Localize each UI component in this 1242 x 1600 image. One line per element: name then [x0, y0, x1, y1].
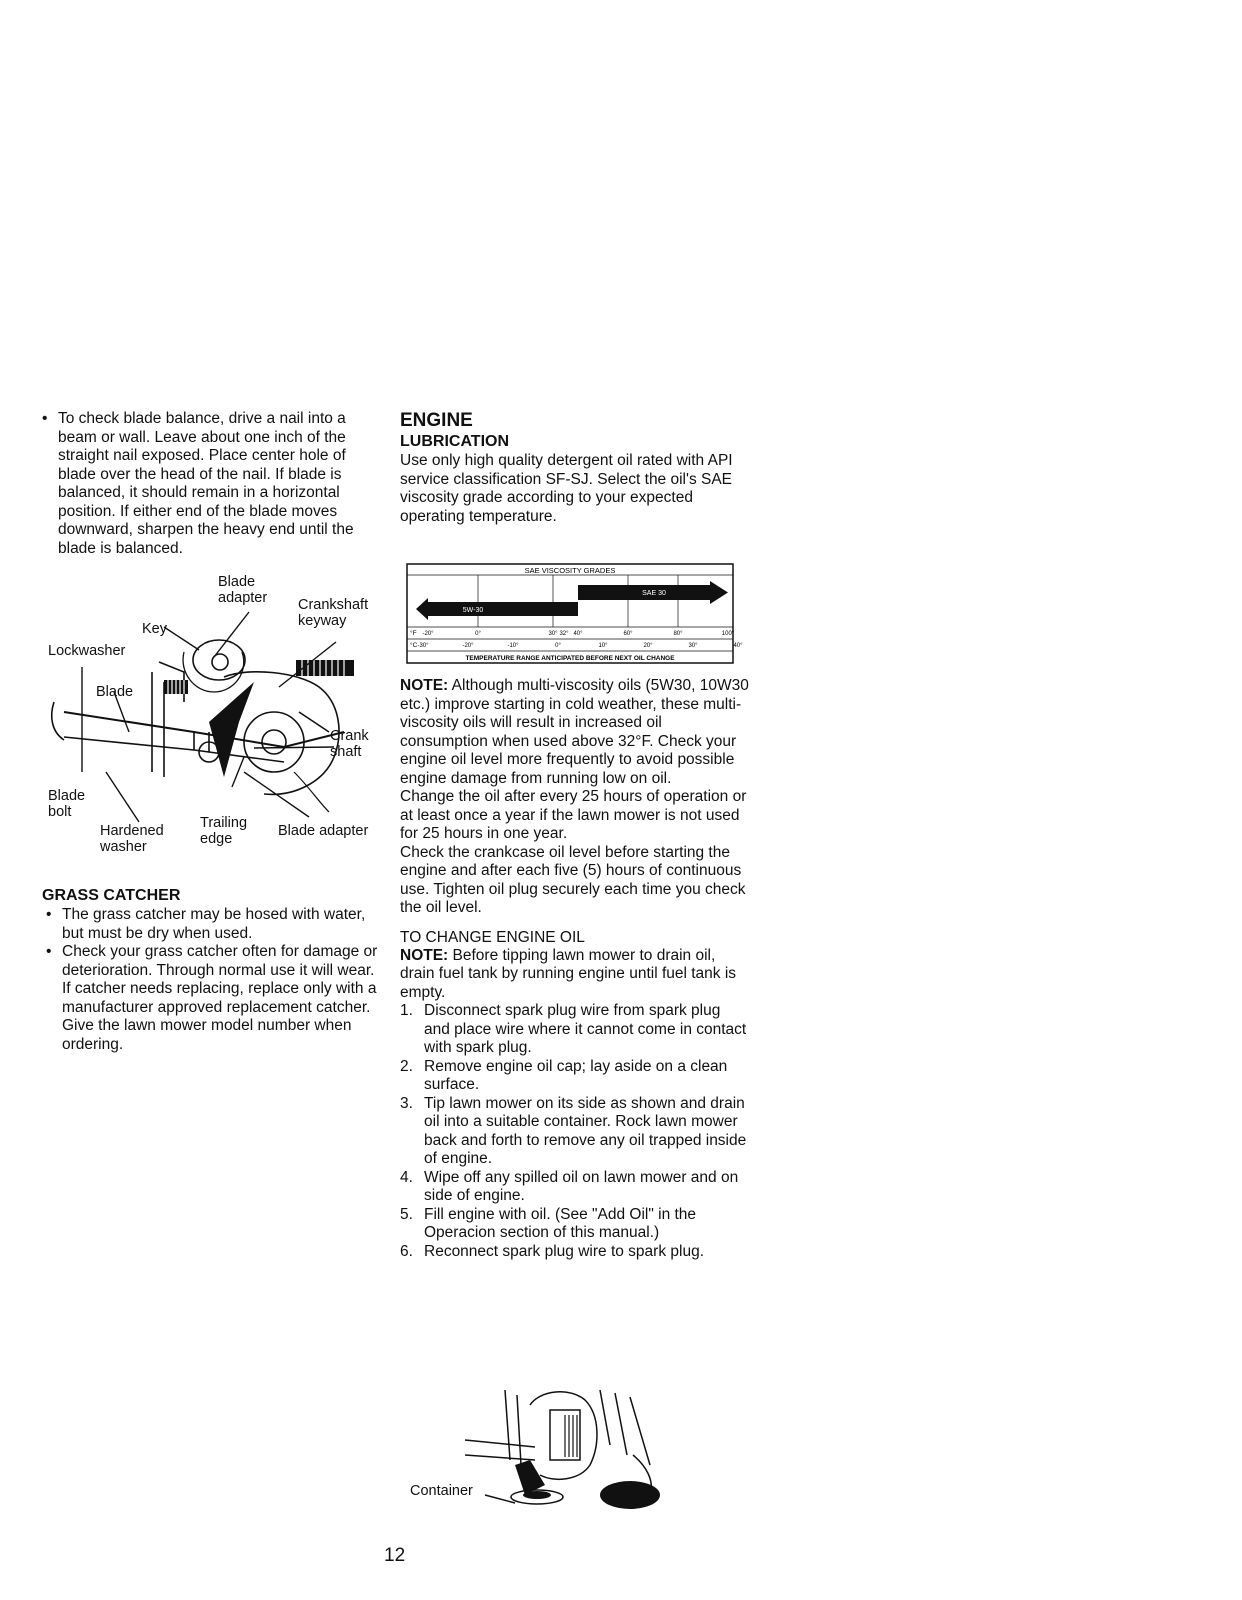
lubrication-heading: LUBRICATION — [400, 433, 510, 450]
step-1-num: 1. — [400, 1002, 413, 1019]
step-5 — [400, 1206, 750, 1243]
label-trailing-edge: Trailing edge — [200, 815, 248, 847]
c-tick-label: 10° — [598, 643, 608, 649]
note-2 — [400, 947, 750, 1003]
series-label-sae-30: SAE 30 — [642, 590, 666, 597]
f-tick-label: -20° — [422, 631, 434, 637]
oil-drain-svg — [405, 1385, 675, 1520]
c-tick-label: -20° — [462, 643, 474, 649]
label-blade: Blade — [96, 684, 134, 700]
right-column-bottom — [400, 677, 750, 1261]
note-1-text: Although multi-viscosity oils (5W30, 10W30 etc.) improve starting in cold weather, these multi-viscosity oils will result in increased oil consumption when used above 32°F. Check your engine oil level more frequently to avoid possible engine damage from running low on oil. — [400, 677, 749, 787]
f-tick-label: 80° — [673, 631, 683, 637]
c-tick-label: 40° — [733, 643, 743, 649]
step-6-num: 6. — [400, 1242, 413, 1260]
c-tick-label: -10° — [507, 643, 519, 649]
note-2-label: NOTE: — [400, 946, 449, 964]
to-change-engine-oil-heading: TO CHANGE ENGINE OIL — [400, 928, 585, 946]
label-container: Container — [410, 1483, 473, 1499]
step-3 — [400, 1095, 750, 1169]
label-key: Key — [142, 621, 167, 637]
step-1-text: Disconnect spark plug wire from spark plug and place wire where it cannot come in contact with spark plug. — [424, 1002, 747, 1056]
step-5-num: 5. — [400, 1205, 413, 1223]
chart-title: SAE VISCOSITY GRADES — [524, 566, 616, 575]
c-tick-label: 0° — [555, 643, 561, 649]
step-1 — [400, 1002, 750, 1058]
c-tick-label: 20° — [643, 643, 653, 649]
sae-viscosity-chart-svg — [406, 563, 743, 665]
step-2 — [400, 1058, 750, 1095]
sae-viscosity-chart — [406, 563, 743, 665]
step-6 — [400, 1243, 750, 1262]
step-6-text: Reconnect spark plug wire to spark plug. — [424, 1242, 705, 1260]
grass-catcher-heading: GRASS CATCHER — [42, 887, 181, 904]
c-tick-label: 30° — [688, 643, 698, 649]
change-oil-paragraph: Change the oil after every 25 hours of operation or at least once a year if the lawn mower is not used for 25 hours in one year. — [400, 788, 747, 842]
step-2-num: 2. — [400, 1057, 413, 1075]
oil-drain-illustration — [405, 1385, 675, 1520]
blade-diagram — [44, 572, 384, 862]
right-column-top — [400, 410, 750, 526]
check-oil-paragraph: Check the crankcase oil level before starting the engine and after each five (5) hours of continuous use. Tighten oil plug securely each time you check the oil level. — [400, 843, 746, 916]
f-tick-label: 30° — [548, 631, 558, 637]
step-3-num: 3. — [400, 1094, 413, 1112]
page-number: 12 — [384, 1545, 406, 1566]
step-3-text: Tip lawn mower on its side as shown and drain oil into a suitable container. Rock lawn mower back and forth to remove any oil trapped inside of engine. — [424, 1094, 747, 1167]
lubrication-text: Use only high quality detergent oil rated with API service classification SF-SJ. Select the oil's SAE viscosity grade according to your expected operating temperature. — [400, 452, 733, 525]
c-tick-label: -30° — [417, 643, 429, 649]
left-column — [38, 410, 383, 558]
f-tick-label: 60° — [623, 631, 633, 637]
label-blade-adapter-bottom: Blade adapter — [278, 823, 369, 839]
note-1-label: NOTE: — [400, 677, 449, 694]
step-2-text: Remove engine oil cap; lay aside on a clean surface. — [424, 1057, 728, 1093]
label-blade-bolt: Blade bolt — [48, 788, 86, 820]
chart-footer: TEMPERATURE RANGE ANTICIPATED BEFORE NEXT OIL CHANGE — [465, 655, 675, 662]
step-4-text: Wipe off any spilled oil on lawn mower and on side of engine. — [424, 1168, 739, 1204]
series-label-5w-30: 5W-30 — [462, 607, 484, 614]
f-tick-label: 100° — [721, 631, 735, 637]
step-4 — [400, 1169, 750, 1206]
f-tick-label: 40° — [573, 631, 583, 637]
engine-heading: ENGINE — [400, 410, 473, 431]
grass-catcher-section — [42, 886, 387, 1054]
label-crankshaft-keyway: Crankshaft keyway — [298, 597, 369, 629]
note-2-text: Before tipping lawn mower to drain oil, drain fuel tank by running engine until fuel tank is empty. — [400, 946, 737, 1001]
f-tick-label: 0° — [475, 631, 481, 637]
f-tick-label: 32° — [559, 631, 569, 637]
f-unit: °F — [410, 630, 417, 637]
label-blade-adapter-top: Blade adapter — [218, 574, 268, 606]
grass-catcher-bullet-1: • The grass catcher may be hosed with water, but must be dry when used. — [42, 906, 387, 943]
label-crank-shaft: Crank shaft — [330, 728, 369, 760]
label-hardened-washer: Hardened washer — [100, 823, 164, 855]
label-lockwasher: Lockwasher — [48, 643, 126, 659]
note-1 — [400, 677, 750, 788]
c-unit: °C — [410, 642, 418, 649]
blade-balance-bullet: • To check blade balance, drive a nail into a beam or wall. Leave about one inch of the straight nail exposed. Place center hole of blade over the head of the nail. If blade is balanced, it should remain in a horizontal position. If either end of the blade moves downward, sharpen the heavy end until the blade is balanced. — [38, 410, 383, 558]
step-4-num: 4. — [400, 1168, 413, 1186]
step-5-text: Fill engine with oil. (See "Add Oil" in the Operacion section of this manual.) — [424, 1205, 697, 1241]
grass-catcher-bullet-2: • Check your grass catcher often for damage or deterioration. Through normal use it will wear. If catcher needs replacing, replace only with a manufacturer approved replacement catcher. Give the lawn mower model number when ordering. — [42, 943, 387, 1054]
